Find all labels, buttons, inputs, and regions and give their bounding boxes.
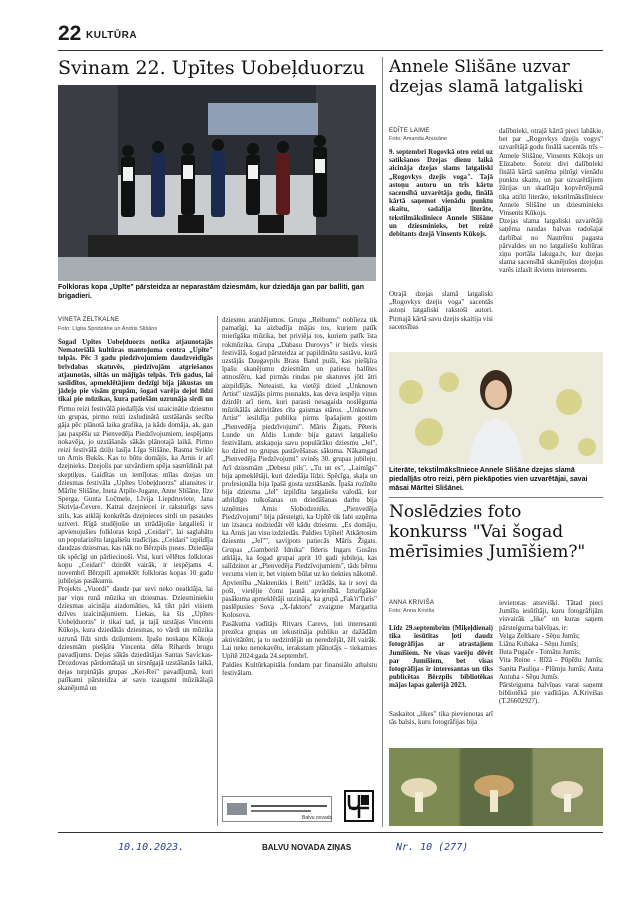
article3-photo-collage (389, 748, 603, 826)
upite-logo (344, 790, 374, 822)
page-number: 22 (58, 22, 82, 45)
article1-title: Svinam 22. Upītes Uobeļduorzu (58, 57, 365, 79)
article2-photo (389, 352, 603, 464)
article3-lead: Līdz 29.septembrim (Miķeļdienai) tika iesūtītas ļoti daudz fotogrāfijas ar atrastajiem Jumīšiem. Ne visas varēju dēvēt par Jumīšiem, bet visas fotogrāfijas ir interesantas un tiks publicētas Bērzpils bibliotēkas mājas lapas galerijā 2023. (389, 624, 493, 690)
jumis-mushroom-photos (389, 748, 603, 826)
article1-photo-credit: Foto: Līgita Spridzāne un Andris Slišāns (58, 326, 158, 332)
article2-bottom-rule (389, 497, 603, 498)
handwritten-issue-number: Nr. 10 (277) (396, 842, 469, 853)
article2-photo-credit: Foto: Amanda Anusāne (389, 136, 448, 142)
article3-author: ANNA KRIVIŠA (389, 600, 435, 606)
article1-lead: Šogad Upītes Uobeļduorzs notika atjaunotajās Nemateriālā kultūras mantojuma centra „Upīte" telpās. Pēc 3 gadu piedzīvojumiem daudzveidīgās brīvdabas skatuvēs, piedzīvojām atgriešanos atjaunotās, siltās un mājīgās telpās. Trīs gadus, lai saslidītos, apmeklētājiem dedzīgi bija jākustas un jādejo pie visām grupām, šogad varēja dejot līdzi tikai pie mūzikas, kura patiešām uzrunāja sirdi un (58, 338, 213, 404)
newspaper-name: BALVU NOVADA ZIŅAS (262, 843, 352, 852)
section-label: KULTŪRA (86, 30, 138, 41)
article2-lead: 9. septembrī Rogovkā otro reizi uz satikšanos Dzejas dienu laikā aicināja dzejas slams latgaliski „Rogovkys dzejis voga". Tajā astoņu autoru un trīs kārtu sacensībā uzvarētāja godu, finālā kārtā saņemot vienādu punktu skaitu, sadalīja literāte, tekstilmākslīniece Annele Slišāne un dziesminieks, bet reizē debitants dzejā Vinsents Kūkojs. (389, 148, 493, 239)
article1-author: VINETA ZELTKALNE (58, 317, 120, 323)
article1-photo-caption: Folkloras kopa „Upīte" pārsteidza ar neparastām dziesmām, kur dziedāja gan par balliti, gan brigadieri. (58, 284, 364, 300)
poet-portrait-photo (389, 352, 603, 464)
article2-author: EDĪTE LAIME (389, 128, 430, 134)
article2-photo-caption: Literāte, tekstilmākslīniece Annele Slišāne dzejas slamā piedalījās otro reizi, pērn piekāpoties vien uzvarētājai, savai māsai Mārītei Slišānei. (389, 467, 588, 492)
article1-column1: Pirmo reizi festivālā piedalījās visi uzaicinātie dziesmu un grupas, pirmo reizi izsludinātā uzstāšanās secība gāja pēc plānotā laika grafika, ja kāds domāja, ak, gan jau paspēšu uz Pienvedēja Piedzīvojumiem, iespējams nokavēja, jo uzstāšanās sākās plānotajā laikā. Pirmo reizi festivālā dziļu lasīja Līga Slišāne, Rasma Svikle un Arnis Bukšs. Kas to būtu domājis, ka Arnis ir arī dzejnieks. Dzejolis par uzvārdiem spēja sasmīdināt pat skeptiķus. Gaidītas un iemīļotas mīlas dzejas un dziesmas festivāla „Upītes Uobeļduorzs" aliansites ir Mārīte Slišāne, Ineta Atpile-Jugane, Anne Slišāne, Ilze Sperga, Gunta Ločmele, Līvija Liepdruviete, Jana Skrivļa-Čevere. Katrai dzejniecei ir raksturīgs savs stils, kas atklāj konkrētās dzejnieces sirdi un pasaules uztveri. Rīgā studējošie un strādājošie latgalieši ir apvienojušies folkloras kopā „Ceidari", lai saglabātu un popularizētu latgaliešu tradīcijas. „Ceidari" izpildīja daudzas dziesmas, kas nāk no Bērzpils puses. Dziedāja tik spēcīgi un pārliecinoši. Visi, kuri vēlētos folkloras kopu „Ceidari" dzirdēt vairāk, ir iespējams 4. novembrī Bērzpilī apmeklēt folkloras kopas 10 gadu jubilejas pasākumu. Projekts „Vuordi" daudz par sevi neko neatklāja, lai par viņu runā mūzika un dziesmas. Dziesminiekiu dziesmas aicināja aizdomāties, kā tikt pāri visiem dzīves izaicinājumiem. Liekas, ka šis „Upītes Uobeļduorzs" ir tikai tad, ja tajā uzstājas Vincents Kūkojs, kura dziedātās dziesmas, to vārdi un mūzika uzrunā līdz sirds dziļumiem. Ipašu noskaņu Kūkoja dziesmām piešķīra Vincenta dēla Rihards brugu pavadījums. Dejas sākās dziedātājas Santas Savickas-Drozdovas pārdomātajā un sirsnīgajā uzstāšanās laikā, dejas turpinājās grupas „Kei-Rei" pavadījumā, kuri patīkami pārsteidza ar savu izaugsmi mūzikālajā skanējumā un (58, 405, 213, 692)
footer-rule (58, 832, 603, 833)
article2-column1: Otrajā dzejas slamā latgaliski „Rogovkys dzejis voga" sacentās astoņi latgaliski rakstoši autori. Pirmajā kārtā savu dzejis skaitija visi sacensības (389, 290, 493, 331)
article2-column2: dalībnieki, otrajā kārtā pieci labākie, bet par „Rogovkys dzejis vogys" uzvarētājā godu finālā sacentās trīs – Annele Slišāne, Vinsents Kūkojs un Elizabete. Šoreiz divi dalībnieki finālā kārtā saņēma pilnīgi vienādu punktu skaitu, un par uzvarētājiem žūrijas un skatītāju kopvērtējumā tika atzīti literāte, tekstilmākslīniece Annele Slišāne un dziesminieks Vinsents Kūkojs. Dzejas slama latgaliski uzvarētāji saņēma naudas balvas radošajai darbībai no Nautrēnu pagasta pārvaldes un no latgaliešu kultūras ziņu portāla lakuga.lv, kur dzejas slama sacensībā skanējušos dzejoļus varēs izlasīt ikviens interesents. (499, 127, 603, 275)
page-column-divider (382, 57, 383, 827)
article3-column2: ievietotas atsevišķi. Tātad pieci Jumīšu iesūtītāji, kuru fotogrāfijām visvairāk „like" un kuras saņem pārsteiguma balvīņas, ir: Velga Zeltkare - Sēņu Jumīs; Liāna Kubaka - Sēņu Jumīs; Iluta Pugače - Tomātu Jumīs; Vita Reine - Rīžā - Pūpēžu Jumīs; Sanita Pauliņa - Plūmju Jumīs; Anita Antuha - Sēņu Jumīs. Pārsteiguma balvīņas varat saņemt bibliotēkā pie vadītājas A.Krivišas (T.26602927). (499, 599, 603, 706)
article1-column2: dziesmu aranžējumos. Grupa „Reibums" nobīieza tik pamatīgi, ka aizbadīja mājas tos, kuriem patīk mierīgāka mūzika, bet priviēja tos, kuriem patīk īsta rokmūzika. Grupa „Dabasu Durovys" ir biežs viesis festivālā, šogad pārsteidza ar papildinātu sastāvu, kurā uzstājās Daugavpils Brass Band puiši, kas piešķīra īpašu skanējumu dziesmām un patiesu ballītes atmosfēru, kad pirmās rindas pie skatuves jōti ātri aizpildījās. Neteaisti, ka vietēji dzied „Unknown Artist" uzstājās pirms pusnakts, kas deva iespēju viņus dzirdēt arī tiem, kuri parasti nesagaida noslēguma mūzikālās aktivitātes rīta gaismas stāros. „Unknown Artist" iesildīja publiku pirms īpašajiem gostim „Pienvedēja piedzīvojumi". Māris Žigats, Pēteris Lunde un Aldis Lunde bija gatavi latgaliešu festivālam, atskaņoja savu populārāko dziesmu „Jel", ko dzied no grupas pastāvēšanas sākuma. Nākamgad „Pienvedēja Piedzīvojumi" svinēs 30. grupas jubileju. Arī dziesmām „Debesu pils", „Tu un es", „Laimīgs" bija apmeklētāji, kuri dziedāja līdzi. Spēcīga, skaļa un profesionāla bija īpašā gosta uzstāšanās. Īpaša rozīnīte bija dziesma „Jel" izpildīta latgaliešu valodā, kur atbildīgo tulkošanas un dziedāšanas darbu bija uzņēmies Arnis Slobodzeniks. „Pienvedēja Piedzīvojumi" bija pārsteigti, ka Upītē tik labi uzņēma un izsauca nodziedāt vēl kādu dziesmu. „Es domāju, ka Arnis jau visu izdziedās. Paldies Upītei! Atkārtosim dziesmu „Jel"", savijpots patiecās Māris Žigats. Grupas „Gamberiž Idnika" līderis Ingars Gusāns atklāja, ka šogad grupai aprit 10 gadi jubileja, kas salīdzinot ar „Pienvedēja Piedzīvojumiem", tāds bērnu vecums vien ir, bet viņiem būlat uz ko tiekties nākotnē. Apvienība „Naktenikis i Reiti" izrādās, ka ir sovi da poši, vietējie čomi jaunā apvienībā. Izturīgākie pasākuma apmeklētāji uzzināja, ka grupā „Fak'n'Turis" paslēpusies Sova „X-faktors" zvaigzne Margarita Kolosova. Pasākuma vadītājs Ritvars Carevs, ļoti interesanti prezēca grupas un iekustināja publiku ar dažādām aktivitātēm, ja to nedzirdējāt un neredzējāt, žēl vairāk. Lai neko nenokavētu, ierakstam plānotājs – tiekamies Upītē 2024.gada 24.septembrī. Paldies Kultūrkapitāla fondam par finansiālo atbalstu festivālam. (222, 316, 377, 677)
article3-column1: Saskaitot „likes" tika pievienotas arī tās balsis, kuru fotogrāfijas bija (389, 710, 493, 727)
article1-column-divider (217, 316, 218, 826)
folk-ensemble-stage-photo (58, 85, 376, 281)
balvu-novads-logo-text: Balvu novads (302, 815, 333, 821)
article3-title: Noslēdzies foto konkurss "Vai šogad mērīsimies Jumīšiem?" (389, 502, 586, 562)
article2-title: Annele Slišāne uzvar dzejas slamā latgaliski (389, 57, 584, 97)
article3-photo-credit: Foto: Anna Kriviša (389, 608, 435, 614)
header-rule (58, 50, 603, 51)
handwritten-date: 10.10.2023. (118, 842, 185, 853)
article1-photo (58, 85, 376, 281)
